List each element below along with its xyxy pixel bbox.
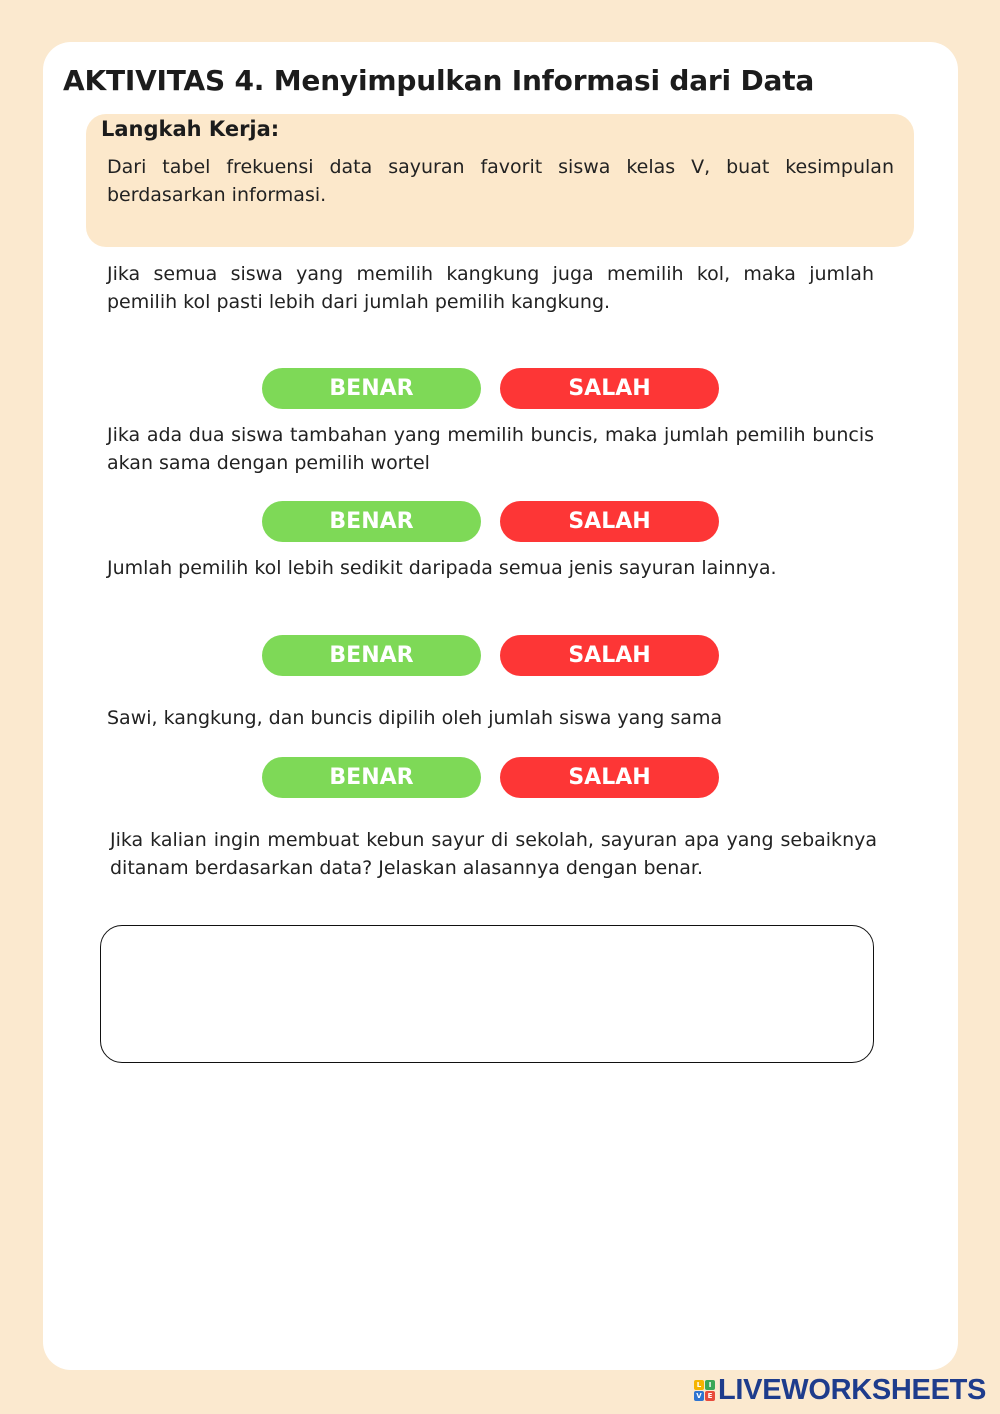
statement-3-benar-button[interactable]: BENAR	[262, 635, 481, 676]
statement-4-text: Sawi, kangkung, dan buncis dipilih oleh jumlah siswa yang sama	[107, 707, 723, 729]
statement-4-benar-button[interactable]: BENAR	[262, 757, 481, 798]
logo-tile: L	[694, 1380, 704, 1390]
steps-heading: Langkah Kerja:	[101, 117, 280, 141]
logo-tile: V	[694, 1391, 704, 1401]
statement-3-text: Jumlah pemilih kol lebih sedikit daripada semua jenis sayuran lainnya.	[107, 557, 777, 579]
page-title: AKTIVITAS 4. Menyimpulkan Informasi dari Data	[63, 64, 815, 97]
essay-question: Jika kalian ingin membuat kebun sayur di sekolah, sayuran apa yang sebaiknya ditanam berdasarkan data? Jelaskan alasannya dengan benar.	[110, 829, 877, 879]
essay-answer-input[interactable]	[100, 925, 874, 1063]
statement-1-text: Jika semua siswa yang memilih kangkung juga memilih kol, maka jumlah pemilih kol pasti lebih dari jumlah pemilih kangkung.	[107, 263, 874, 313]
statement-4-salah-button[interactable]: SALAH	[500, 757, 719, 798]
logo-tile: I	[705, 1380, 715, 1390]
statement-1-benar-button[interactable]: BENAR	[262, 368, 481, 409]
statement-3-salah-button[interactable]: SALAH	[500, 635, 719, 676]
steps-instructions: Dari tabel frekuensi data sayuran favorit siswa kelas V, buat kesimpulan berdasarkan informasi.	[107, 156, 894, 206]
statement-2-benar-button[interactable]: BENAR	[262, 501, 481, 542]
statement-1-salah-button[interactable]: SALAH	[500, 368, 719, 409]
liveworksheets-brand	[694, 1374, 986, 1406]
brand-text: LIVEWORKSHEETS	[718, 1373, 987, 1406]
logo-tile: E	[705, 1391, 715, 1401]
statement-2-text: Jika ada dua siswa tambahan yang memilih buncis, maka jumlah pemilih buncis akan sama dengan pemilih wortel	[107, 424, 874, 474]
liveworksheets-logo-icon	[694, 1380, 715, 1401]
statement-2-salah-button[interactable]: SALAH	[500, 501, 719, 542]
